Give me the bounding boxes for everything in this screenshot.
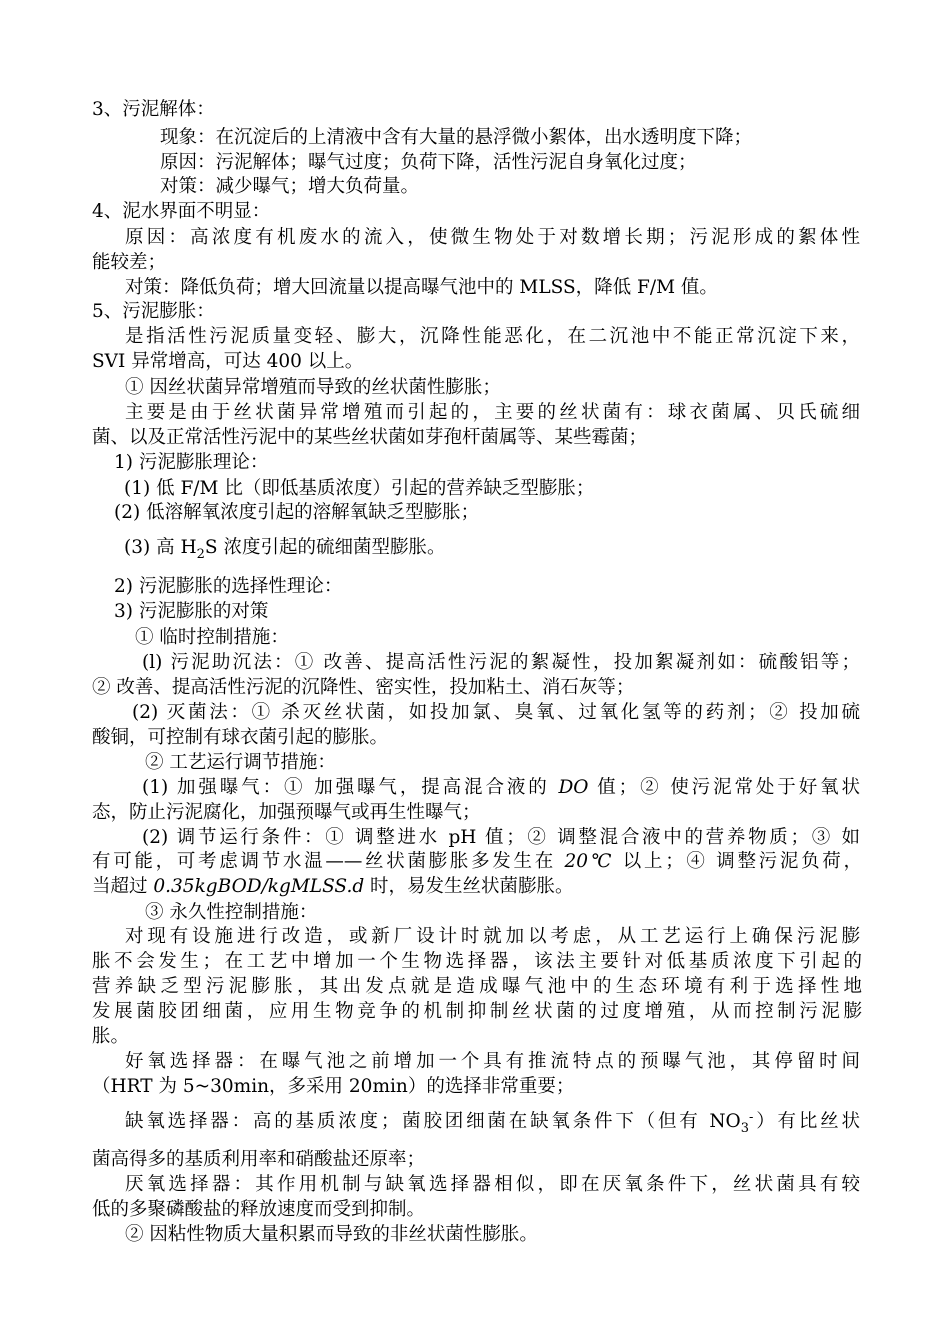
section-4-title: 4、泥水界面不明显： (92, 201, 271, 222)
perm-line5: 胀。 (92, 1026, 130, 1047)
perm-line2: 胀不会发生；在工艺中增加一个生物选择器，该法主要针对低基质浓度下引起的 (92, 951, 862, 972)
s5-item-2: ② 因粘性物质大量积累而导致的非丝状菌性膨胀。 (125, 1224, 538, 1245)
section-5-title: 5、污泥膨胀： (92, 301, 215, 322)
theory-2: (2) 低溶解氧浓度引起的溶解氧缺乏型膨胀； (114, 502, 480, 523)
aerobic-selector-line2: （HRT 为 5~30min，多采用 20min）的选择非常重要； (92, 1076, 575, 1097)
proc-2-line1: (2) 调节运行条件：① 调整进水 pH 值；② 调整混合液中的营养物质；③ 如 (142, 827, 860, 848)
perm-line1: 对现有设施进行改造，或新厂设计时就加以考虑，从工艺运行上确保污泥膨 (125, 926, 860, 947)
section-3-title: 3、污泥解体： (92, 99, 215, 120)
process-measures-title: ② 工艺运行调节措施： (145, 752, 336, 773)
s4-cause-line1: 原因：高浓度有机废水的流入，使微生物处于对数增长期；污泥形成的絮体性 (125, 227, 860, 248)
anoxic-selector-line2: 菌高得多的基质利用率和硝酸盐还原率； (92, 1149, 426, 1170)
theory-1: (1) 低 F/M 比（即低基质浓度）引起的营养缺乏型膨胀； (124, 478, 595, 499)
proc-1-line1: (1) 加强曝气：① 加强曝气，提高混合液的 DO 值；② 使污泥常处于好氧状 (142, 777, 861, 798)
s5-main-line2: 菌、以及正常活性污泥中的某些丝状菌如芽孢杆菌属等、某些霉菌； (92, 427, 648, 448)
s5-item-1: ① 因丝状菌异常增殖而导致的丝状菌性膨胀； (125, 377, 501, 398)
perm-line3: 营养缺乏型污泥膨胀，其出发点就是造成曝气池中的生态环境有利于选择性地 (92, 976, 862, 997)
s3-phenomenon: 现象：在沉淀后的上清液中含有大量的悬浮微小絮体，出水透明度下降； (160, 127, 753, 148)
anaerobic-selector-line2: 低的多聚磷酸盐的释放速度而受到抑制。 (92, 1199, 426, 1220)
s5-definition-line2: SVI 异常增高，可达 400 以上。 (92, 351, 364, 372)
temporary-measures-title: ① 临时控制措施： (135, 627, 289, 648)
s5-main-line1: 主要是由于丝状菌异常增殖而引起的，主要的丝状菌有：球衣菌属、贝氏硫细 (125, 402, 860, 423)
s4-cause-line2: 能较差； (92, 252, 167, 273)
proc-2-line2: 有可能，可考虑调节水温——丝状菌膨胀多发生在 20℃ 以上；④ 调整污泥负荷， (92, 851, 862, 872)
anaerobic-selector-line1: 厌氧选择器：其作用机制与缺氧选择器相似，即在厌氧条件下，丝状菌具有较 (125, 1174, 860, 1195)
temp-2-line2: 酸铜，可控制有球衣菌引起的膨胀。 (92, 727, 389, 748)
anoxic-selector-line1: 缺氧选择器：高的基质浓度；菌胶团细菌在缺氧条件下（但有 $NO_3^-$）有比丝状 (125, 1110, 860, 1136)
permanent-measures-title: ③ 永久性控制措施： (145, 902, 318, 923)
theory-title: 1) 污泥膨胀理论： (114, 452, 269, 473)
selection-theory-title: 2) 污泥膨胀的选择性理论： (114, 576, 343, 597)
proc-2-line3: 当超过 0.35kgBOD/kgMLSS.d 时，易发生丝状菌膨胀。 (92, 876, 574, 897)
temp-2-line1: (2) 灭菌法：① 杀灭丝状菌，如投加氯、臭氧、过氧化氢等的药剂；② 投加硫 (132, 702, 860, 723)
s4-measure: 对策：降低负荷；增大回流量以提高曝气池中的 MLSS，降低 F/M 值。 (125, 277, 718, 298)
aerobic-selector-line1: 好氧选择器：在曝气池之前增加一个具有推流特点的预曝气池，其停留时间 (125, 1051, 860, 1072)
s3-cause: 原因：污泥解体；曝气过度；负荷下降，活性污泥自身氧化过度； (160, 152, 697, 173)
temp-1-line2: ② 改善、提高活性污泥的沉降性、密实性，投加粘土、消石灰等； (92, 677, 635, 698)
temp-1-line1: (l) 污泥助沉法：① 改善、提高活性污泥的絮凝性，投加絮凝剂如：硫酸铝等； (142, 652, 860, 673)
s3-measure: 对策：减少曝气；增大负荷量。 (160, 176, 420, 197)
s5-definition-line1: 是指活性污泥质量变轻、膨大，沉降性能恶化，在二沉池中不能正常沉淀下来， (125, 326, 860, 347)
proc-1-line2: 态，防止污泥腐化，加强预曝气或再生性曝气； (92, 802, 481, 823)
perm-line4: 发展菌胶团细菌，应用生物竞争的机制抑制丝状菌的过度增殖，从而控制污泥膨 (92, 1001, 862, 1022)
theory-3: (3) 高 $H_2S$ 浓度引起的硫细菌型膨胀。 (124, 537, 446, 562)
measures-title: 3) 污泥膨胀的对策 (114, 601, 269, 622)
